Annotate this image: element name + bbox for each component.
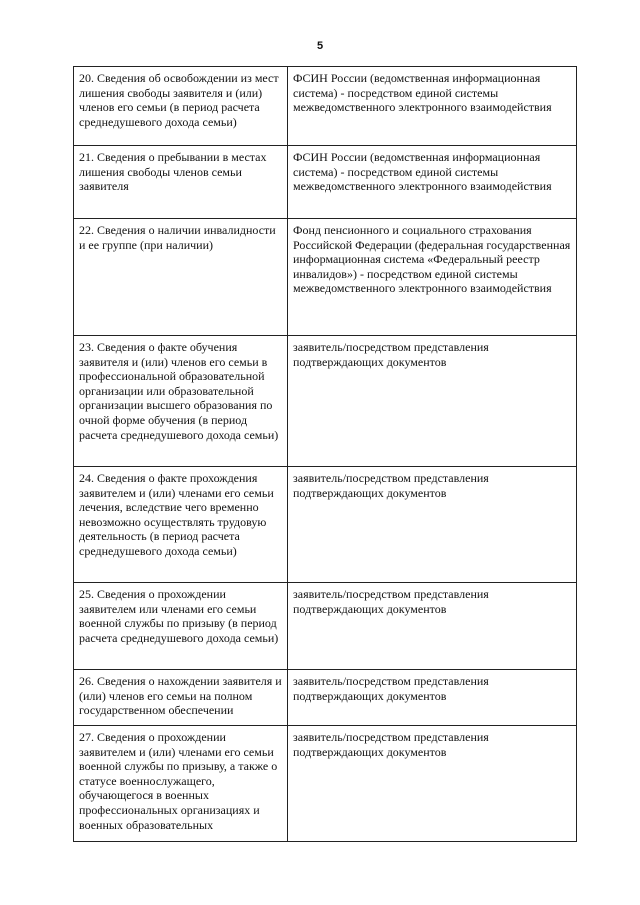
- table-cell-info: 22. Сведения о наличии инвалидности и ее группе (при наличии): [74, 219, 288, 336]
- table-row: [74, 219, 577, 336]
- table-cell-info: 21. Сведения о пребывании в местах лишения свободы членов семьи заявителя: [74, 146, 288, 219]
- table-cell-source: заявитель/посредством представления подтверждающих документов: [288, 467, 577, 583]
- table-cell-source: ФСИН России (ведомственная информационная система) - посредством единой системы межведомственного электронного взаимодействия: [288, 67, 577, 146]
- table-row: [74, 726, 577, 842]
- table-cell-source: ФСИН России (ведомственная информационная система) - посредством единой системы межведомственного электронного взаимодействия: [288, 146, 577, 219]
- table-cell-source: заявитель/посредством представления подтверждающих документов: [288, 670, 577, 726]
- table-cell-source: заявитель/посредством представления подтверждающих документов: [288, 583, 577, 670]
- table-cell-info: 24. Сведения о факте прохождения заявителем и (или) членами его семьи лечения, вследствие чего временно невозможно осуществлять трудовую деятельность (в период расчета среднедушевого дохода семьи): [74, 467, 288, 583]
- page-number: 5: [316, 40, 324, 52]
- table-cell-source: Фонд пенсионного и социального страхования Российской Федерации (федеральная государственная информационная система «Федеральный реестр инвалидов») - посредством единой системы межведомственного электронного взаимодействия: [288, 219, 577, 336]
- table-row: [74, 336, 577, 467]
- table-row: [74, 670, 577, 726]
- table-cell-info: 25. Сведения о прохождении заявителем или членами его семьи военной службы по призыву (в период расчета среднедушевого дохода семьи): [74, 583, 288, 670]
- table-row: [74, 583, 577, 670]
- table-row: [74, 467, 577, 583]
- table-cell-info: 20. Сведения об освобождении из мест лишения свободы заявителя и (или) членов его семьи (в период расчета среднедушевого дохода семьи): [74, 67, 288, 146]
- table-cell-info: 23. Сведения о факте обучения заявителя и (или) членов его семьи в профессиональной образовательной организации или образовательной организации высшего образования по очной форме обучения (в период расчета среднедушевого дохода семьи): [74, 336, 288, 467]
- table-row: [74, 146, 577, 219]
- table-cell-info: 26. Сведения о нахождении заявителя и (или) членов его семьи на полном государственном обеспечении: [74, 670, 288, 726]
- table-cell-source: заявитель/посредством представления подтверждающих документов: [288, 336, 577, 467]
- table-cell-info: 27. Сведения о прохождении заявителем и (или) членами его семьи военной службы по призыву, а также о статусе военнослужащего, обучающегося в военных профессиональных организациях и военных образовательных: [74, 726, 288, 842]
- table-row: [74, 67, 577, 146]
- document-table: [73, 66, 577, 842]
- table-cell-source: заявитель/посредством представления подтверждающих документов: [288, 726, 577, 842]
